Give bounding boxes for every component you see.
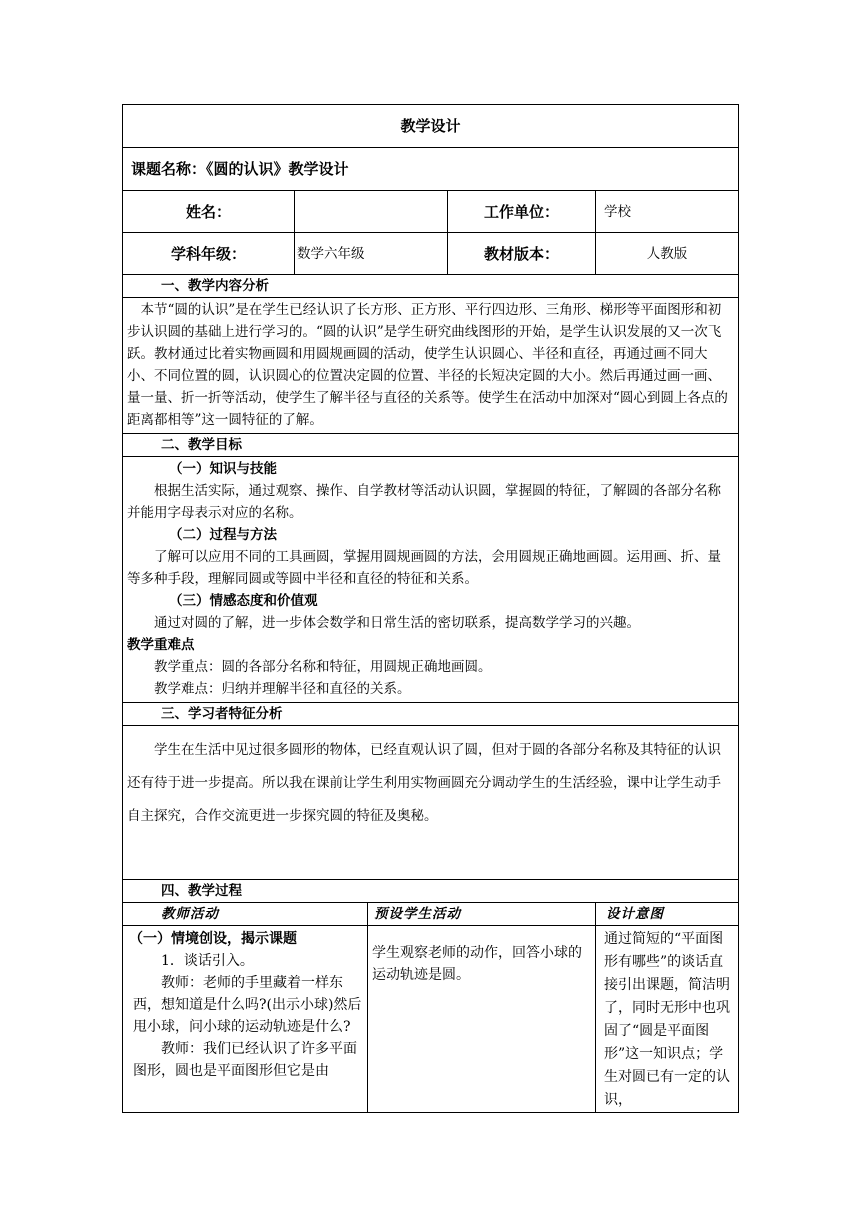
section3-body bbox=[123, 726, 739, 880]
name-label: 姓名： bbox=[123, 191, 295, 233]
edition-value: 人教版 bbox=[596, 233, 739, 275]
key-difficulty-title: 教学重难点 bbox=[127, 637, 195, 653]
objective-process-title: （二）过程与方法 bbox=[169, 527, 277, 543]
lesson-plan-grid bbox=[122, 104, 739, 1113]
edition-label: 教材版本： bbox=[448, 233, 596, 275]
unit-label: 工作单位： bbox=[448, 191, 596, 233]
document-title: 教学设计 bbox=[123, 105, 739, 148]
grade-value: 数学六年级 bbox=[295, 233, 448, 275]
section1-body bbox=[123, 298, 739, 434]
student-activity-cell bbox=[368, 926, 596, 1113]
student-activity-text: 学生观察老师的动作，回答小球的运动轨迹是圆。 bbox=[372, 945, 582, 983]
topic-label: 课题名称： bbox=[131, 160, 207, 178]
difficulty-text: 教学难点：归纳并理解半径和直径的关系。 bbox=[154, 681, 411, 697]
topic-value: 《圆的认识》教学设计 bbox=[206, 160, 349, 178]
section4-title: 四、教学过程 bbox=[123, 880, 739, 903]
column-student-activity: 预设学生活动 bbox=[368, 903, 596, 926]
design-intent-text: 通过简短的“平面图形有哪些”的谈话直接引出课题，简洁明了，同时无形中也巩固了“圆是平面图形”这一知识点；学生对圆已有一定的认识， bbox=[604, 931, 730, 1108]
unit-value: 学校 bbox=[596, 191, 739, 233]
objective-knowledge-title: （一）知识与技能 bbox=[169, 461, 277, 477]
teacher-activity-cell bbox=[123, 926, 368, 1113]
section2-title: 二、教学目标 bbox=[123, 434, 739, 457]
key-point-text: 教学重点：圆的各部分名称和特征，用圆规正确地画圆。 bbox=[154, 659, 492, 675]
objective-attitude-title: （三）情感态度和价值观 bbox=[169, 593, 318, 609]
topic-row bbox=[123, 148, 739, 191]
design-intent-cell bbox=[596, 926, 739, 1113]
objective-attitude-text: 通过对圆的了解，进一步体会数学和日常生活的密切联系，提高数学学习的兴趣。 bbox=[154, 615, 640, 631]
section1-title: 一、教学内容分析 bbox=[123, 275, 739, 298]
section2-body bbox=[123, 457, 739, 703]
teacher-line-1: 1．谈话引入。 bbox=[161, 953, 254, 969]
column-teacher-activity: 教师活动 bbox=[123, 903, 368, 926]
name-value bbox=[295, 191, 448, 233]
column-design-intent: 设计意图 bbox=[596, 903, 739, 926]
stage1-title: （一）情境创设，揭示课题 bbox=[129, 931, 297, 947]
section3-title: 三、学习者特征分析 bbox=[123, 703, 739, 726]
grade-label: 学科年级： bbox=[123, 233, 295, 275]
teacher-line-3: 教师：我们已经认识了许多平面图形，圆也是平面图形但它是由 bbox=[133, 1041, 357, 1079]
objective-knowledge-text: 根据生活实际，通过观察、操作、自学教材等活动认识圆，掌握圆的特征，了解圆的各部分名称并能用字母表示对应的名称。 bbox=[127, 483, 721, 521]
lesson-plan-table bbox=[122, 104, 738, 1113]
teacher-line-2: 教师：老师的手里藏着一样东西，想知道是什么吗?(出示小球)然后甩小球，问小球的运动轨迹是什么? bbox=[133, 975, 362, 1035]
section1-text: 本节“圆的认识”是在学生已经认识了长方形、正方形、平行四边形、三角形、梯形等平面图形和初步认识圆的基础上进行学习的。“圆的认识”是学生研究曲线图形的开始，是学生认识发展的又一次飞跃。教材通过比着实物画圆和用圆规画圆的活动，使学生认识圆心、半径和直径，再通过画不同大小、不同位置的圆，认识圆心的位置决定圆的位置、半径的长短决定圆的大小。然后再通过画一画、量一量、折一折等活动，使学生了解半径与直径的关系等。使学生在活动中加深对“圆心到圆上各点的距离都相等”这一圆特征的了解。 bbox=[127, 302, 728, 428]
section3-text: 学生在生活中见过很多圆形的物体，已经直观认识了圆，但对于圆的各部分名称及其特征的认识还有待于进一步提高。所以我在课前让学生利用实物画圆充分调动学生的生活经验，课中让学生动手自主探究，合作交流更进一步探究圆的特征及奥秘。 bbox=[127, 742, 721, 824]
objective-process-text: 了解可以应用不同的工具画圆，掌握用圆规画圆的方法，会用圆规正确地画圆。运用画、折、量等多种手段，理解同圆或等圆中半径和直径的特征和关系。 bbox=[127, 549, 721, 587]
